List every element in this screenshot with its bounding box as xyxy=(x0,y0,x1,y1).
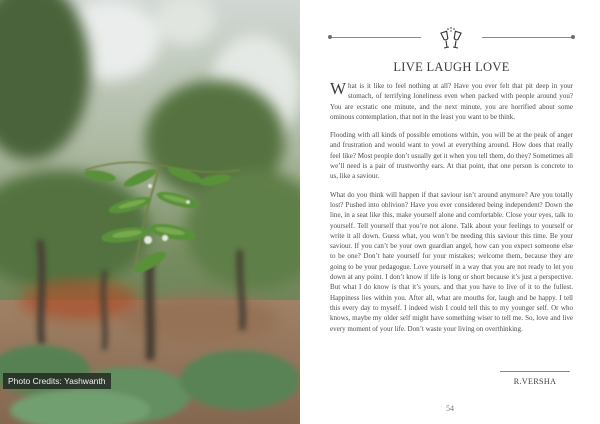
ornament-rule-right xyxy=(482,37,573,38)
author-rule xyxy=(500,371,570,372)
article-page xyxy=(300,0,600,424)
article-paragraph: Flooding with all kinds of possible emotions within, you will be at the peak of anger and frustration and would want to yowl at everything around. How does that really feel like? Most people don’t usually get it when you tell them, do they? Sometimes all we’ll need is a pair of trustworthy ears. At that point, that one person is concrete to us, like a saviour. xyxy=(330,131,573,181)
article-title: LIVE LAUGH LOVE xyxy=(393,60,510,74)
article-paragraph: What is it like to feel nothing at all? Have you ever felt that pit deep in your stomach, of terrifying loneliness even when packed with people around you? You are ecstatic one minute, and the next minute, you are horrified about some ominous contemplation, that not in the least you want to be think. xyxy=(330,79,573,121)
author-name: R.VERSHA xyxy=(513,377,557,386)
ornament-rule-left xyxy=(330,37,421,38)
article-body xyxy=(330,81,573,342)
title-ornament xyxy=(330,26,573,52)
article-paragraph: What do you think will happen if that saviour isn’t around anymore? Are you totally lost? Pushed into oblivion? Have you ever considered being independent? Down the line, in a seat like this, make yourself alone and comfortable. Close your eyes, talk to yourself. Tell yourself that you’re not alone. Talk about your feelings to yourself or write it all down. Guess what, you won’t be needing this saviour this time. Be your saviour. If you can’t be your own guardian angel, how can you expect someone else to be one? Don’t hate yourself for your mistakes; welcome them, because they are going to be your pedagogue. Love yourself in a way that you are not ready to let you down at any point. I don’t know if life is long or short because it’s just a perspective. But what I do know is that it’s yours, and that you have to live of it to the fullest. Happiness lies within you. After all, what are mouths for, laugh and be happy. I tell this every day to myself. I indeed wish I could tell this to my younger self. Or who knows, maybe my older self might have something wiser to tell me. So, love and live every moment of your life. Don’t waste your living on overthinking. xyxy=(330,190,573,333)
cheers-glasses-icon xyxy=(436,26,466,52)
page-number: 54 xyxy=(446,404,454,413)
photo-credit: Photo Credits: Yashwanth xyxy=(3,373,111,389)
